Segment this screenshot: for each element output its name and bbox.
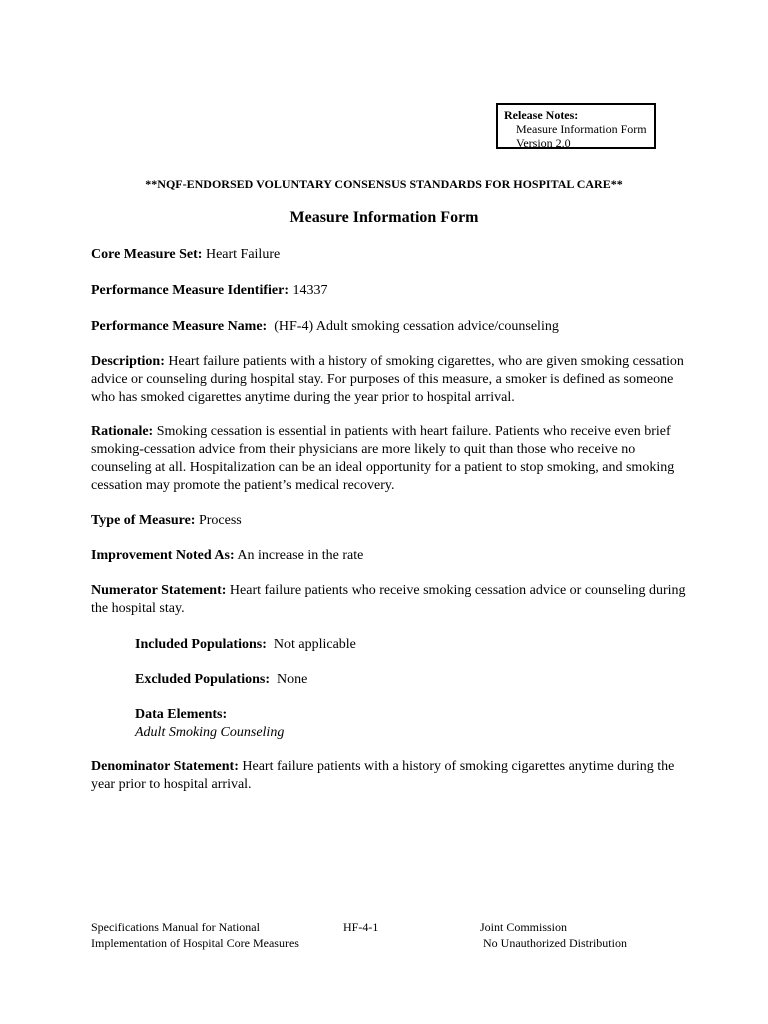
improvement-noted-value: An increase in the rate	[237, 548, 364, 563]
page-title: Measure Information Form	[289, 209, 479, 226]
denominator-statement-value: Heart failure patients with a history of smoking cigarettes anytime during the year prior to hospital arrival.	[91, 759, 675, 792]
core-measure-set	[91, 246, 686, 264]
nqf-banner: **NQF-ENDORSED VOLUNTARY CONSENSUS STANDARDS FOR HOSPITAL CARE**	[145, 177, 623, 191]
measure-identifier	[91, 282, 686, 300]
footer-right-line-2: No Unauthorized Distribution	[483, 936, 627, 950]
data-elements	[135, 706, 675, 742]
denominator-statement-label: Denominator Statement:	[91, 759, 239, 774]
included-populations-value: Not applicable	[273, 637, 356, 652]
footer-left-line-2: Implementation of Hospital Core Measures	[91, 936, 299, 950]
footer-right-line-1: Joint Commission	[480, 920, 568, 934]
footer-page-number: HF-4-1	[343, 920, 379, 934]
measure-identifier-label: Performance Measure Identifier:	[91, 283, 289, 298]
rationale-label: Rationale:	[91, 424, 154, 439]
description-value: Heart failure patients with a history of smoking cigarettes, who are given smoking cessation advice or counseling during hospital stay. For purposes of this measure, a smoker is defined as someone who has smoked cigarettes anytime during the year prior to hospital arrival.	[91, 354, 684, 405]
data-elements-label: Data Elements:	[135, 707, 228, 722]
excluded-populations-label: Excluded Populations:	[135, 672, 270, 687]
included-populations	[135, 636, 675, 654]
rationale	[91, 423, 686, 495]
description-label: Description:	[91, 354, 165, 369]
excluded-populations-value: None	[276, 672, 308, 687]
numerator-statement-value: Heart failure patients who receive smoking cessation advice or counseling during the hospital stay.	[91, 583, 686, 616]
core-measure-set-value: Heart Failure	[205, 247, 281, 262]
release-notes-line-1: Measure Information Form	[516, 122, 647, 136]
improvement-noted	[91, 547, 686, 565]
improvement-noted-label: Improvement Noted As:	[91, 548, 235, 563]
measure-name-label: Performance Measure Name:	[91, 319, 268, 334]
type-of-measure-value: Process	[198, 513, 242, 528]
footer-left-line-1: Specifications Manual for National	[91, 920, 260, 934]
release-notes-title: Release Notes:	[504, 108, 579, 122]
measure-identifier-value: 14337	[292, 283, 328, 298]
measure-name-value: (HF-4) Adult smoking cessation advice/counseling	[274, 319, 559, 334]
footer-left	[91, 919, 331, 951]
numerator-statement	[91, 582, 686, 618]
type-of-measure	[91, 512, 686, 530]
release-notes-box	[496, 103, 656, 149]
core-measure-set-label: Core Measure Set:	[91, 247, 203, 262]
numerator-statement-label: Numerator Statement:	[91, 583, 227, 598]
denominator-statement	[91, 758, 686, 794]
release-notes-line-2: Version 2.0	[516, 136, 571, 150]
included-populations-label: Included Populations:	[135, 637, 267, 652]
measure-name	[91, 318, 686, 336]
data-elements-value: Adult Smoking Counseling	[135, 725, 285, 740]
excluded-populations	[135, 671, 675, 689]
footer-right	[480, 919, 660, 951]
description	[91, 353, 686, 407]
type-of-measure-label: Type of Measure:	[91, 513, 196, 528]
rationale-value: Smoking cessation is essential in patients with heart failure. Patients who receive even brief smoking-cessation advice from their physicians are more likely to quit than those who receive no counseling at all. Hospitalization can be an ideal opportunity for a patient to stop smoking, and smoking cessation may promote the patient’s medical recovery.	[91, 424, 675, 493]
